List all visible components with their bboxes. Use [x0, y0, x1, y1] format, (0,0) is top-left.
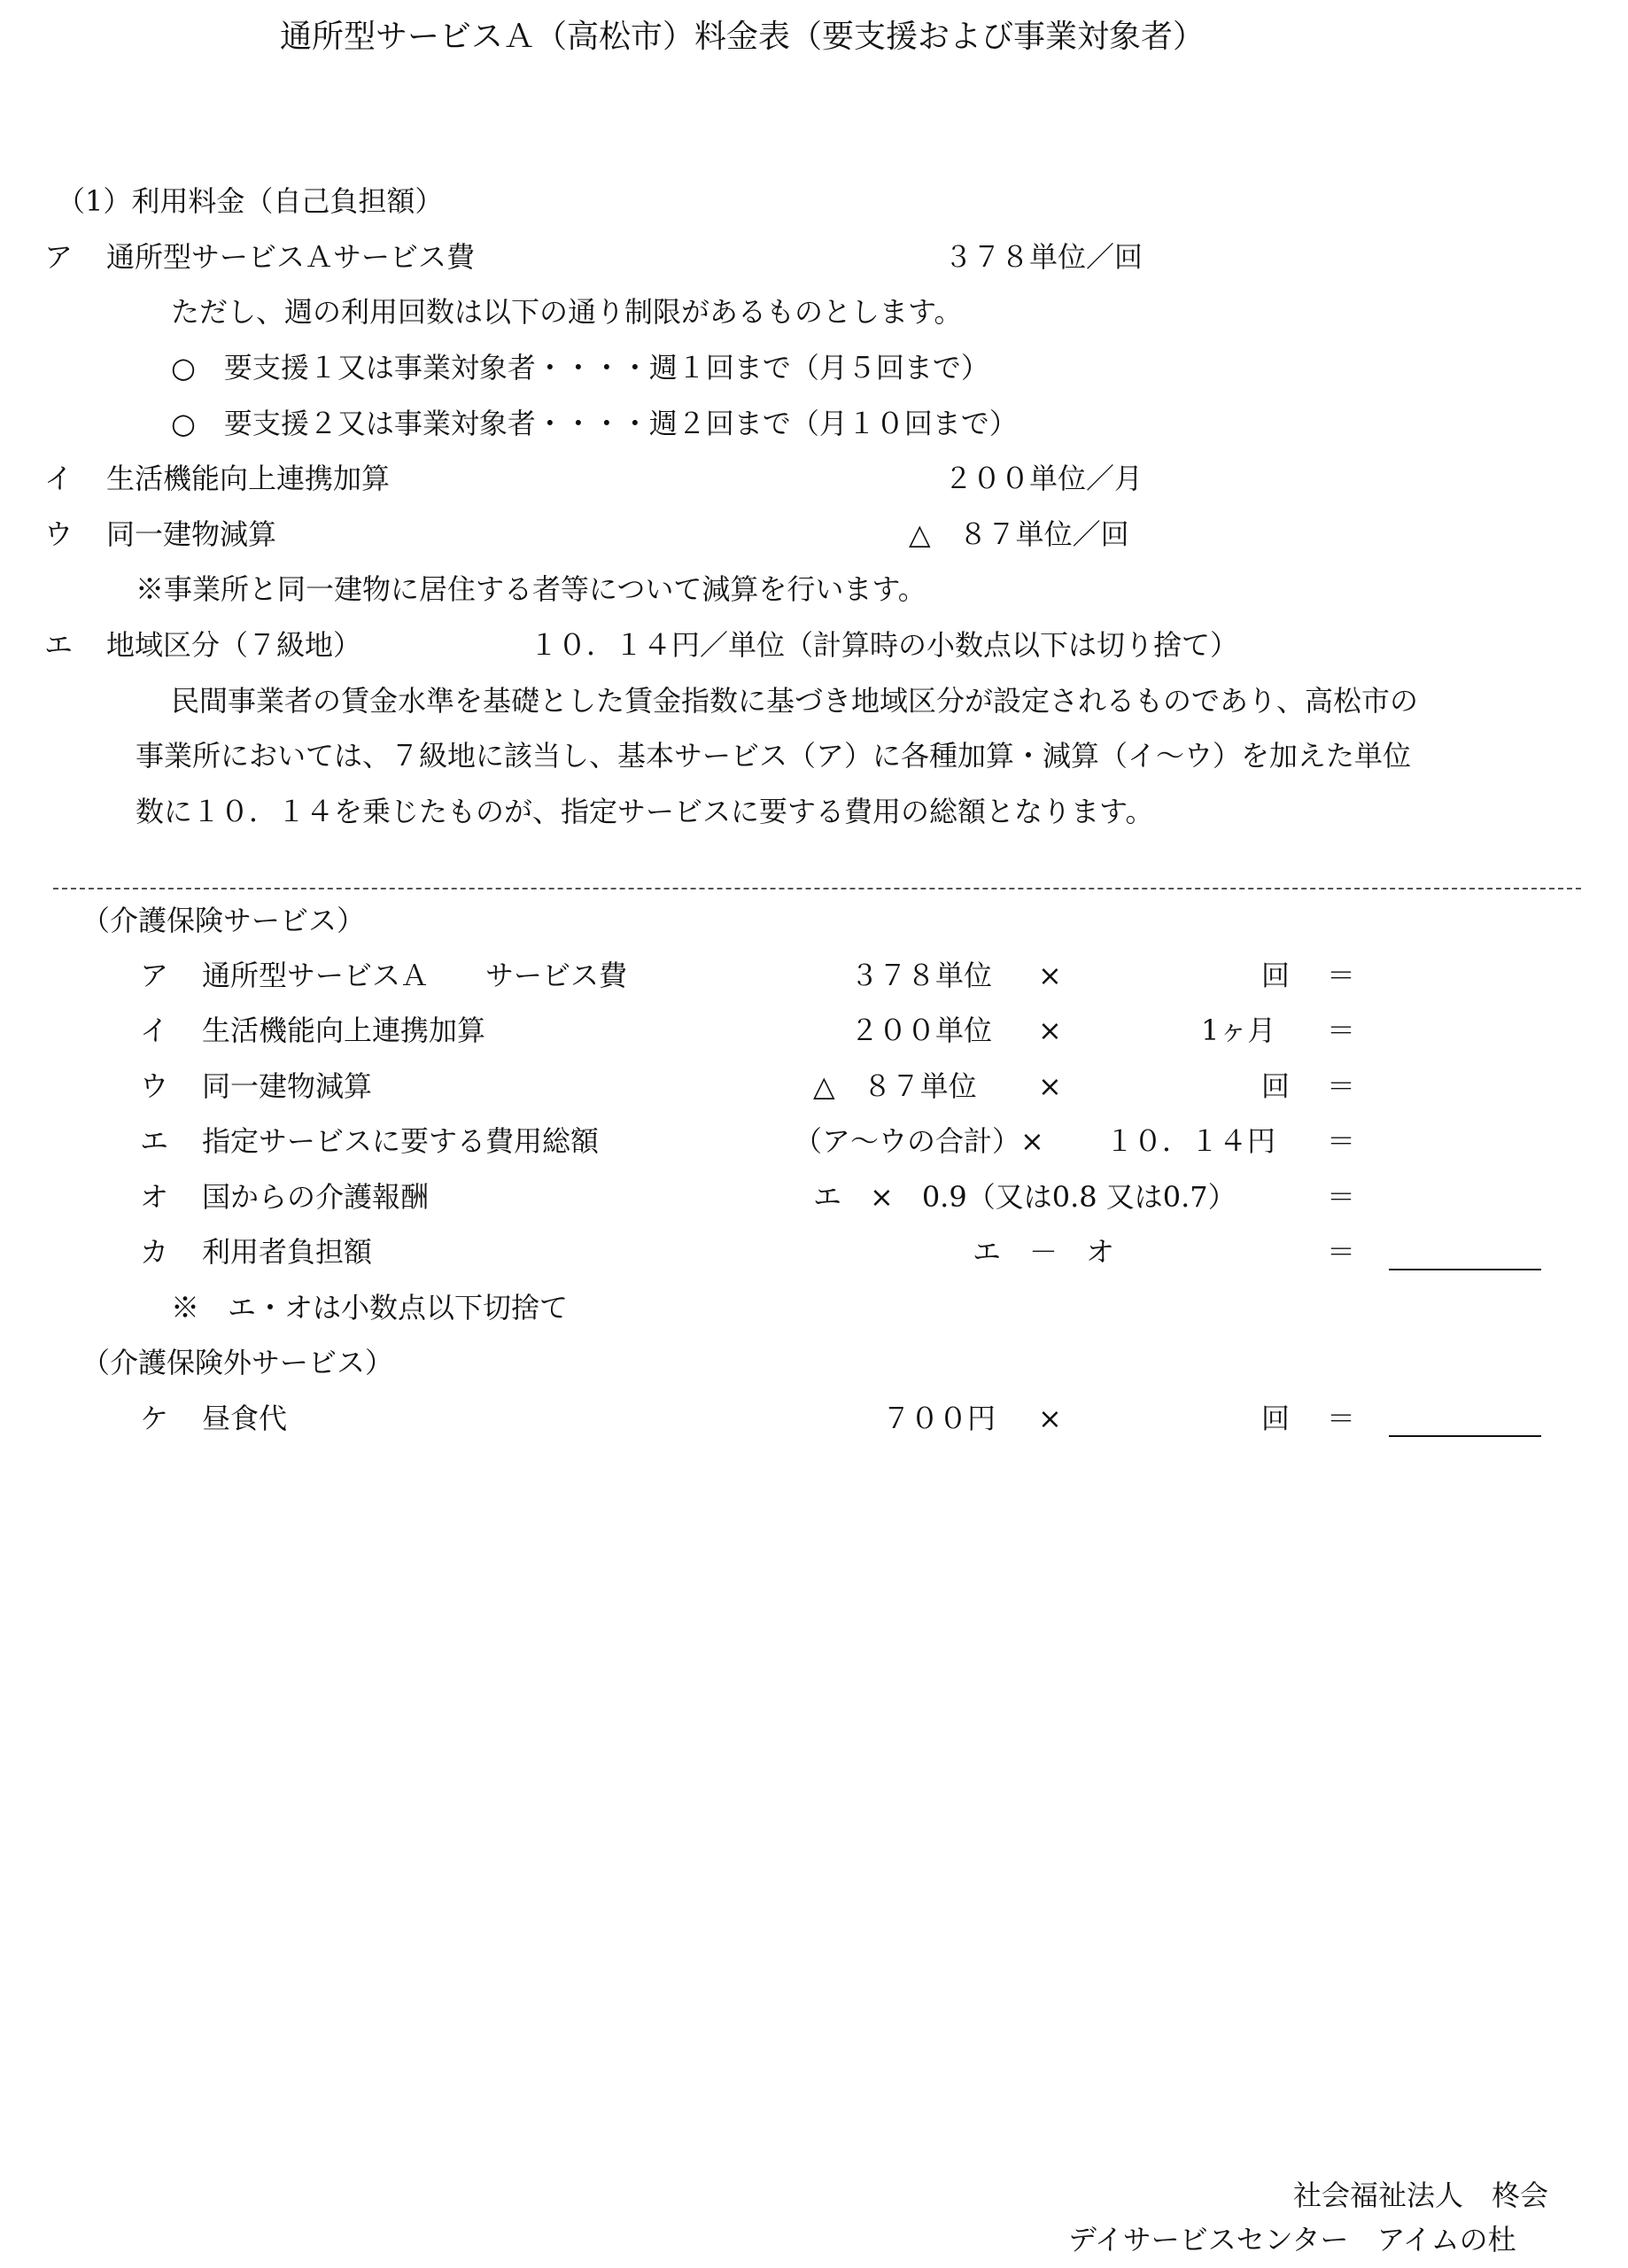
page-title: 通所型サービスＡ（高松市）料金表（要支援および事業対象者）: [280, 19, 1205, 55]
rounding-note: ※ エ・オは小数点以下切捨て: [171, 1291, 569, 1324]
calc-equals: ＝: [1327, 1180, 1356, 1214]
calc-mark: ケ: [140, 1402, 169, 1435]
item-mark: ウ: [44, 517, 74, 551]
calc-quantity: 1ヶ月: [1201, 1014, 1276, 1047]
user-charge-blank: [1389, 1269, 1541, 1270]
calc-label: 同一建物減算: [202, 1069, 373, 1103]
calc-amount: ２００単位: [850, 1014, 993, 1047]
calc-label: 指定サービスに要する費用総額: [202, 1124, 600, 1158]
calc-operator: ×: [1038, 959, 1062, 992]
paragraph-line: 数に１０．１４を乗じたものが、指定サービスに要する費用の総額となります。: [136, 795, 1154, 828]
calc-operator: ×: [1038, 1402, 1062, 1435]
calc-label: 生活機能向上連携加算: [202, 1014, 486, 1047]
paragraph-line: 民間事業者の賃金水準を基礎とした賃金指数に基づき地域区分が設定されるものであり、高松市の: [171, 684, 1419, 718]
calc-equals: ＝: [1327, 1014, 1356, 1047]
calc-amount: エ × 0.9（又は0.8 又は0.7）: [813, 1180, 1237, 1214]
limit-line: ○ 要支援２又は事業対象者・・・・週２回まで（月１０回まで）: [171, 407, 1018, 440]
calc-label: 利用者負担額: [202, 1235, 373, 1269]
calc-equals: ＝: [1327, 1124, 1356, 1158]
calc-equals: ＝: [1327, 1402, 1356, 1435]
calc-label: 通所型サービスＡ サービス費: [202, 959, 628, 992]
calc-mark: イ: [140, 1014, 169, 1047]
item-value: ３７８単位／回: [944, 240, 1143, 274]
calc-amount: ３７８単位: [850, 959, 993, 992]
footer-org: 社会福祉法人 柊会: [1293, 2179, 1549, 2212]
calc-quantity: 回: [1261, 1402, 1291, 1435]
dashed-divider: [53, 888, 1581, 889]
uninsured-heading: （介護保険外サービス）: [81, 1346, 394, 1379]
calc-amount: △ ８７単位: [813, 1069, 977, 1103]
calc-equals: ＝: [1327, 1235, 1356, 1269]
item-label: 生活機能向上連携加算: [106, 462, 391, 495]
calc-equals: ＝: [1327, 959, 1356, 992]
calc-amount: （ア～ウの合計）×: [794, 1124, 1044, 1158]
calc-label: 国からの介護報酬: [202, 1180, 430, 1214]
item-mark: ア: [44, 240, 74, 274]
item-mark: イ: [44, 462, 74, 495]
calc-amount: エ － オ: [973, 1235, 1115, 1269]
calc-quantity: 回: [1261, 1069, 1291, 1103]
section-heading: （1）利用料金（自己負担額）: [57, 184, 444, 218]
paragraph-line: 事業所においては、７級地に該当し、基本サービス（ア）に各種加算・減算（イ～ウ）を加えた単位: [136, 739, 1412, 773]
calc-mark: ウ: [140, 1069, 169, 1103]
calc-quantity: 回: [1261, 959, 1291, 992]
item-label: 同一建物減算: [106, 517, 277, 551]
item-label: 通所型サービスＡサービス費: [106, 240, 476, 274]
limit-line: ○ 要支援１又は事業対象者・・・・週１回まで（月５回まで）: [171, 351, 989, 384]
limit-note: ただし、週の利用回数は以下の通り制限があるものとします。: [171, 295, 963, 329]
reduction-note: ※事業所と同一建物に居住する者等について減算を行います。: [136, 572, 926, 606]
calc-mark: ア: [140, 959, 169, 992]
calc-amount: ７００円: [882, 1402, 996, 1435]
lunch-charge-blank: [1389, 1435, 1541, 1437]
item-label: 地域区分（７級地）: [106, 628, 362, 662]
calc-mark: カ: [140, 1235, 169, 1269]
calc-mark: オ: [140, 1180, 169, 1214]
calc-equals: ＝: [1327, 1069, 1356, 1103]
calc-quantity: １０．１４円: [1105, 1124, 1276, 1158]
insured-heading: （介護保険サービス）: [81, 904, 366, 937]
footer-facility: デイサービスセンター アイムの杜: [1068, 2223, 1516, 2256]
calc-operator: ×: [1038, 1014, 1062, 1047]
item-value: △ ８７単位／回: [909, 517, 1129, 551]
calc-operator: ×: [1038, 1069, 1062, 1103]
item-value: ２００単位／月: [944, 462, 1143, 495]
calc-label: 昼食代: [202, 1402, 288, 1435]
calc-mark: エ: [140, 1124, 169, 1158]
item-mark: エ: [44, 628, 74, 662]
item-value: １０．１４円／単位（計算時の小数点以下は切り捨て）: [530, 628, 1239, 662]
